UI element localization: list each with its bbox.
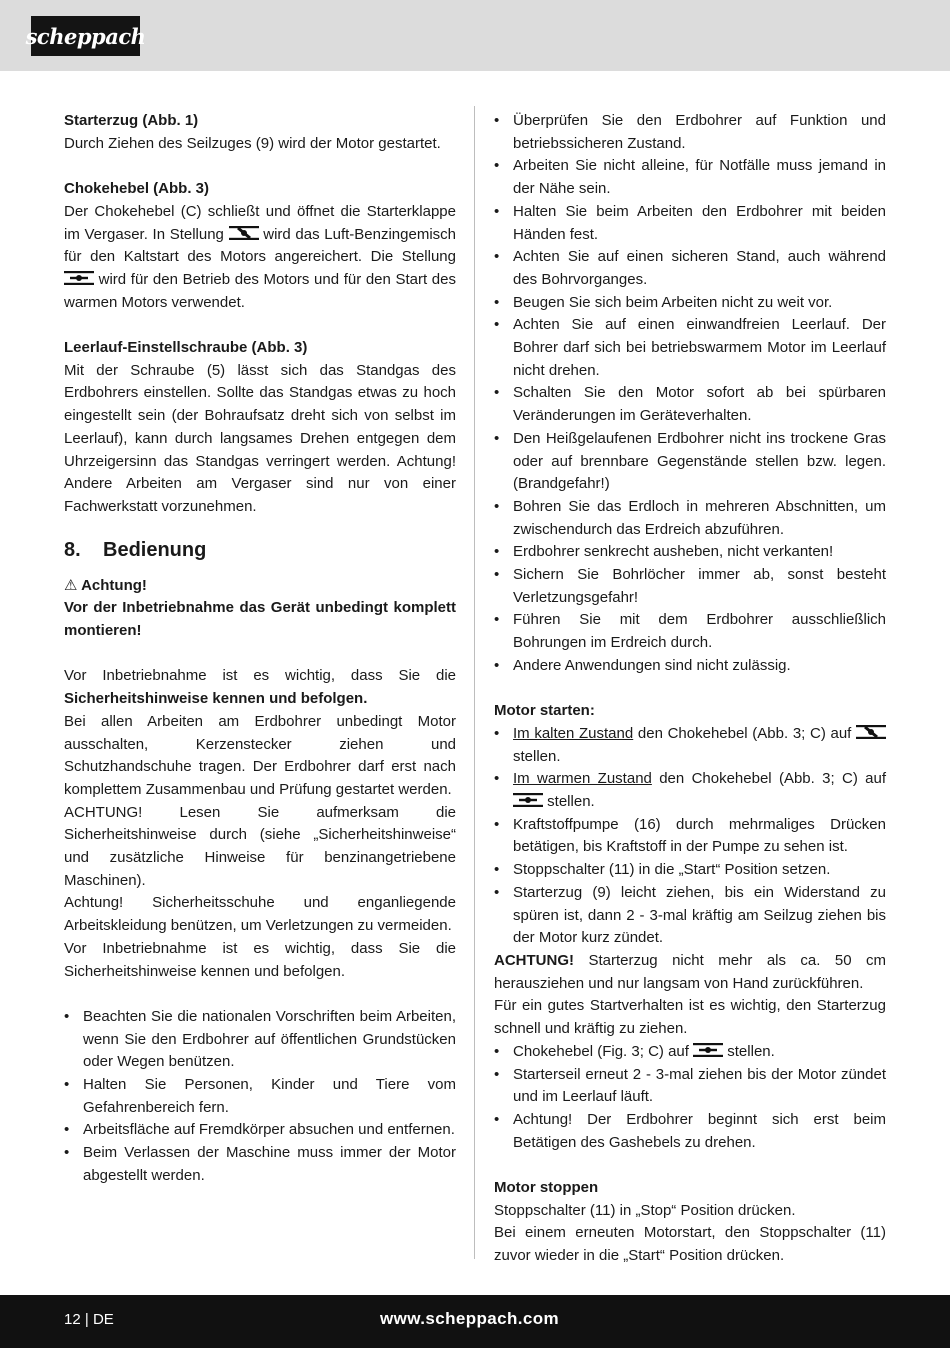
left-bullet-list bbox=[64, 1006, 456, 1188]
page-number-block bbox=[64, 1311, 114, 1328]
list-item: • Im kalten Zustand den Chokehebel (Abb. 3; C) auf stellen. bbox=[494, 723, 886, 768]
motor-stop-text-1: Stoppschalter (11) in „Stop“ Position drücken. bbox=[494, 1201, 796, 1219]
motor-start-list bbox=[494, 723, 886, 950]
good-start-note: Für ein gutes Startverhalten ist es wichtig, den Starterzug schnell und kräftig zu ziehen. bbox=[494, 997, 886, 1038]
motor-stop-text-2: Bei einem erneuten Motorstart, den Stoppschalter (11) zuvor wieder in die „Start“ Position drücken. bbox=[494, 1224, 886, 1265]
list-item: • Beugen Sie sich beim Arbeiten nicht zu weit vor. bbox=[494, 292, 886, 315]
footer-separator: | bbox=[84, 1311, 89, 1328]
paragraph-3: Achtung! Sicherheitsschuhe und enganliegende Arbeitskleidung benützen, um Verletzungen zu vermeiden. bbox=[64, 894, 456, 935]
section-heading bbox=[64, 537, 456, 563]
motor-start-heading: Motor starten: bbox=[494, 702, 595, 720]
list-item: • Beim Verlassen der Maschine muss immer der Motor abgestellt werden. bbox=[64, 1142, 456, 1187]
paragraph-4: Vor Inbetriebnahme ist es wichtig, dass Sie die Sicherheitshinweise kennen und befolgen. bbox=[64, 939, 456, 980]
page-number: 12 bbox=[64, 1311, 81, 1328]
list-item: • Kraftstoffpumpe (16) durch mehrmaliges Drücken betätigen, bis Kraftstoff in der Pumpe zu sehen ist. bbox=[494, 814, 886, 859]
warning-icon: ⚠ bbox=[64, 576, 78, 594]
list-item: • Andere Anwendungen sind nicht zulässig. bbox=[494, 655, 886, 678]
brand-logo bbox=[25, 16, 146, 56]
list-item: • Schalten Sie den Motor sofort ab bei spürbaren Veränderungen im Geräteverhalten. bbox=[494, 382, 886, 427]
list-item: • Arbeitsfläche auf Fremdkörper absuchen und entfernen. bbox=[64, 1119, 456, 1142]
list-item: • Bohren Sie das Erdloch in mehreren Abschnitten, um zwischendurch das Erdreich abzuführen. bbox=[494, 496, 886, 541]
list-item: • Achtung! Der Erdbohrer beginnt sich erst beim Betätigen des Gashebels zu drehen. bbox=[494, 1109, 886, 1154]
intro-text: Vor Inbetriebnahme ist es wichtig, dass Sie die Sicherheitshinweise kennen und befolgen. bbox=[64, 667, 456, 708]
brand-logo-text: scheppach bbox=[25, 23, 146, 49]
section-number: 8. bbox=[64, 538, 81, 561]
idle-screw-heading: Leerlauf-Einstellschraube (Abb. 3) bbox=[64, 339, 308, 356]
list-item: • Führen Sie mit dem Erdbohrer ausschließlich Bohrungen im Erdreich durch. bbox=[494, 609, 886, 654]
right-bullet-list bbox=[494, 110, 886, 678]
page-footer bbox=[0, 1295, 950, 1348]
choke-open-icon bbox=[693, 1042, 723, 1058]
list-item: • Überprüfen Sie den Erdbohrer auf Funktion und betriebssicheren Zustand. bbox=[494, 110, 886, 155]
motor-stop-heading: Motor stoppen bbox=[494, 1179, 599, 1197]
page-header bbox=[0, 0, 950, 71]
choke-open-icon bbox=[64, 270, 94, 286]
warning-heading: ⚠ Achtung! bbox=[64, 576, 147, 594]
starterzug-text: Durch Ziehen des Seilzuges (9) wird der Motor gestartet. bbox=[64, 134, 441, 152]
right-column bbox=[494, 110, 886, 1268]
list-item: • Halten Sie beim Arbeiten den Erdbohrer mit beiden Händen fest. bbox=[494, 201, 886, 246]
list-item: • Beachten Sie die nationalen Vorschriften beim Arbeiten, wenn Sie den Erdbohrer auf öffentlichen Grundstücken oder Wegen benützen. bbox=[64, 1006, 456, 1074]
list-item: • Sichern Sie Bohrlöcher immer ab, sonst besteht Verletzungsgefahr! bbox=[494, 564, 886, 609]
choke-closed-icon bbox=[856, 724, 886, 740]
list-item: • Im warmen Zustand den Chokehebel (Abb. 3; C) auf stellen. bbox=[494, 768, 886, 813]
list-item: • Achten Sie auf einen einwandfreien Leerlauf. Der Bohrer darf sich bei betriebswarmem Motor im Leerlauf nicht drehen. bbox=[494, 314, 886, 382]
paragraph-1: Bei allen Arbeiten am Erdbohrer unbedingt Motor ausschalten, Kerzenstecker ziehen und Schutzhandschuhe tragen. Der Erdbohrer darf erst nach komplettem Zusammenbau und Prüfung gestartet werden. bbox=[64, 712, 456, 798]
left-column bbox=[64, 110, 456, 1188]
achtung-note: ACHTUNG! Starterzug nicht mehr als ca. 50 cm herausziehen und nur langsam von Hand zurückführen. bbox=[494, 952, 887, 992]
choke-heading: Chokehebel (Abb. 3) bbox=[64, 180, 210, 198]
list-item: • Chokehebel (Fig. 3; C) auf stellen. bbox=[494, 1041, 886, 1064]
list-item: • Den Heißgelaufenen Erdbohrer nicht ins trockene Gras oder auf brennbare Gegenstände stellen bzw. legen. (Brandgefahr!) bbox=[494, 428, 886, 496]
starterzug-heading: Starterzug (Abb. 1) bbox=[64, 112, 199, 129]
list-item: • Starterseil erneut 2 - 3-mal ziehen bis der Motor zündet und im Leerlauf läuft. bbox=[494, 1064, 886, 1109]
warning-text: Vor der Inbetriebnahme das Gerät unbedingt komplett montieren! bbox=[64, 599, 456, 640]
website-link[interactable]: www.scheppach.com bbox=[380, 1309, 560, 1328]
language-code: DE bbox=[92, 1311, 114, 1328]
motor-start-list-cont bbox=[494, 1041, 886, 1155]
paragraph-2: ACHTUNG! Lesen Sie aufmerksam die Sicherheitshinweise durch (siehe „Sicherheitshinweise“ und zusätzliche Hinweise für benzinangetriebene Maschinen). bbox=[64, 803, 456, 889]
list-item: • Erdbohrer senkrecht ausheben, nicht verkanten! bbox=[494, 541, 886, 564]
section-title: Bedienung bbox=[103, 538, 207, 561]
choke-closed-icon bbox=[229, 225, 259, 241]
column-divider bbox=[474, 106, 475, 1259]
choke-text: Der Chokehebel (C) schließt und öffnet die Starterklappe im Vergaser. In Stellung wird das Luft-Benzingemisch für den Kaltstart des Motors angereichert. Die Stellung wird für den Betrieb des Motors und für den Start des warmen Motors verwendet. bbox=[64, 202, 456, 311]
list-item: • Achten Sie auf einen sicheren Stand, auch während des Bohrvorganges. bbox=[494, 246, 886, 291]
list-item: • Halten Sie Personen, Kinder und Tiere vom Gefahrenbereich fern. bbox=[64, 1074, 456, 1119]
choke-open-icon bbox=[513, 792, 543, 808]
list-item: • Arbeiten Sie nicht alleine, für Notfälle muss jemand in der Nähe sein. bbox=[494, 155, 886, 200]
list-item: • Stoppschalter (11) in die „Start“ Position setzen. bbox=[494, 859, 886, 882]
idle-screw-text: Mit der Schraube (5) lässt sich das Standgas des Erdbohrers einstellen. Sollte das Standgas etwas zu hoch eingestellt sein (der Bohraufsatz dreht sich von selbst im Leerlauf), kann durch langsames Drehen entgegen dem Uhrzeigersinn das Standgas verringert werden. Achtung! Andere Arbeiten am Vergaser sind nur von einer Fachwerkstatt vorzunehmen. bbox=[64, 361, 456, 515]
list-item: • Starterzug (9) leicht ziehen, bis ein Widerstand zu spüren ist, dann 2 - 3-mal kräftig am Seilzug ziehen bis der Motor kurz zündet. bbox=[494, 882, 886, 950]
